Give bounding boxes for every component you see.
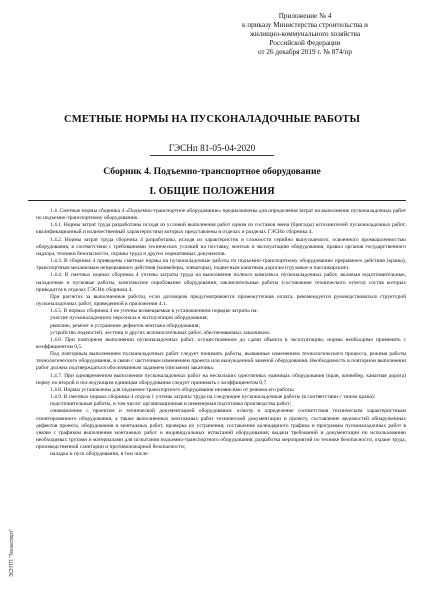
paragraph: 1.4.5. В нормах сборника 4 не учтены возмещаемые в установленном порядке затраты на: <box>50 308 258 315</box>
paragraph: ревизию, ремонт и устранение дефектов монтажа оборудования; <box>50 322 200 329</box>
paragraph: наладка и пуск оборудования, в том числе: <box>50 451 149 458</box>
paragraph: ознакомление с проектом и технической документацией оборудования: осмотр и определение соответствия техническим характеристикам смонтированного оборудования, а также выполненных монтажных работ технической документации и проекту, составление ведомостей обнаруженных дефектов проекта, оборудования и монтажных работ, проверка их устранения; составление календарного графика и программы пусконаладочных работ в увязке с графиком выполнения монтажных работ и индивидуальных испытаний оборудования; выдача требований и документации по использованию необходимых грузами и материалами для испытания подъемно-транспортного оборудования; разработка мероприятий по технике безопасности, охране труда, производственной санитарии и противопожарной безопасности; <box>36 408 406 451</box>
appendix-line: от 26 декабря 2019 г. № 874/пр <box>258 48 352 56</box>
paragraph: 1.4.8. Нормы установлены для подъемно-транспортного оборудования независимо от режима его работы. <box>50 386 295 393</box>
paragraph: устройство подмостей, лестниц и других вспомогательных работ, обеспечиваемых заказчиком. <box>50 329 271 336</box>
watermark-text: ЭСНТП "Техэксперт" <box>9 528 15 578</box>
paragraph: При расчетах за выполненные работы, если договором предусматривается промежуточная оплата, рекомендуется руководствоваться структурой пусконаладочных работ, приведенной в приложении 4.1. <box>36 293 406 308</box>
appendix-line: Приложение № 4 <box>278 12 332 20</box>
paragraph: 1.4.4. В сметных нормах сборника 4 учтены затраты труда на выполнение полного комплекса пусконаладочных работ, включая подготовительные, наладочные и пусковые работы, комплексное опробование оборудования, заключительные работы (составление технического отчета) состав которых приводится в отделах ГЭСНп сборника 4. <box>36 272 406 293</box>
document-title: СМЕТНЫЕ НОРМЫ НА ПУСКОНАЛАДОЧНЫЕ РАБОТЫ <box>64 114 360 125</box>
paragraph: 1.4.2. Нормы затрат труда сборника 4 разработаны, исходя из характеристик и сложности серийно выпускаемого, освоенного промышленностью оборудования, в соответствии с требованиями технических условий на поставку, монтаж и эксплуатацию оборудования, правил органов государственного надзора, техники безопасности, охраны труда и других нормативных документов. <box>36 236 406 257</box>
collection-title: Сборник 4. Подъемно-транспортное оборудование <box>103 166 321 177</box>
section-divider <box>28 200 406 201</box>
paragraph: 1.4.9. В сметных нормах сборника 4 отдела 1 учтены затраты труда на следующие пусконаладочные работы (в соответствии с типом крана): <box>50 394 376 401</box>
paragraph: Под повторным выполнением пусконаладочных работ следует понимать работы, вызванные изменением технологического процесса, режима работы технологического оборудования, в связи с частичным изменением проекта или вынужденной заменой оборудования. Необходимость в повторном выполнении работ должна подтверждаться обоснованным заданием (письмом) заказчика. <box>36 351 406 372</box>
appendix-line: Российской Федерации <box>269 39 341 47</box>
publisher-watermark <box>6 520 14 592</box>
paragraph: 1.4.3. В сборнике 4 приведены сметные нормы на пусконаладочные работы по подъемно-транспортному оборудованию прерывного действия (краны), транспортным механизмам непрерывного действия (конвейеры, элеваторы), подвесным канатным дорогам (грузовые и пассажирские). <box>36 258 406 272</box>
paragraph: 1.4.7. При одновременном выполнении пусконаладочных работ на нескольких однотипных единицах оборудования (кран, конвейер, канатная дорога) норму по второй и последующим единицам оборудования следует принимать с коэффициентом 0,7. <box>36 372 406 386</box>
appendix-block <box>200 12 410 57</box>
appendix-line: к приказу Министерства строительства и <box>241 21 368 29</box>
code-divider <box>150 155 274 156</box>
norm-code: ГЭСНп 81-05-04-2020 <box>168 143 256 153</box>
paragraph: 1.4.1. Нормы затрат труда разработаны исходя из условий выполнения работ одним из составов звена (бригады) исполнителей пусконаладочных работ, квалификационный и количественный характеристики которых представлены в отделах и разделах ГЭСНп сборника 4. <box>36 222 406 236</box>
section-heading: I. ОБЩИЕ ПОЛОЖЕНИЯ <box>149 186 275 197</box>
paragraph: подготовительные работы, в том числе: организационная и инженерная подготовка производства работ; <box>50 401 291 408</box>
appendix-line: жилищно-коммунального хозяйства <box>249 30 361 38</box>
paragraph: 1.4. Сметные нормы сборника 4 «Подъемно-транспортное оборудование» предназначены для определения затрат на выполнение пусконаладочных работ по подъемно-транспортному оборудованию. <box>36 208 406 222</box>
paragraph: участие пусконаладочного персонала в эксплуатации оборудования; <box>50 315 208 322</box>
body-text <box>36 208 406 458</box>
paragraph: 1.4.6. При повторном выполнении пусконаладочных работ, осуществляемом до сдачи объекта в эксплуатацию, нормы необходимо применять с коэффициентом 0,5. <box>36 336 406 350</box>
